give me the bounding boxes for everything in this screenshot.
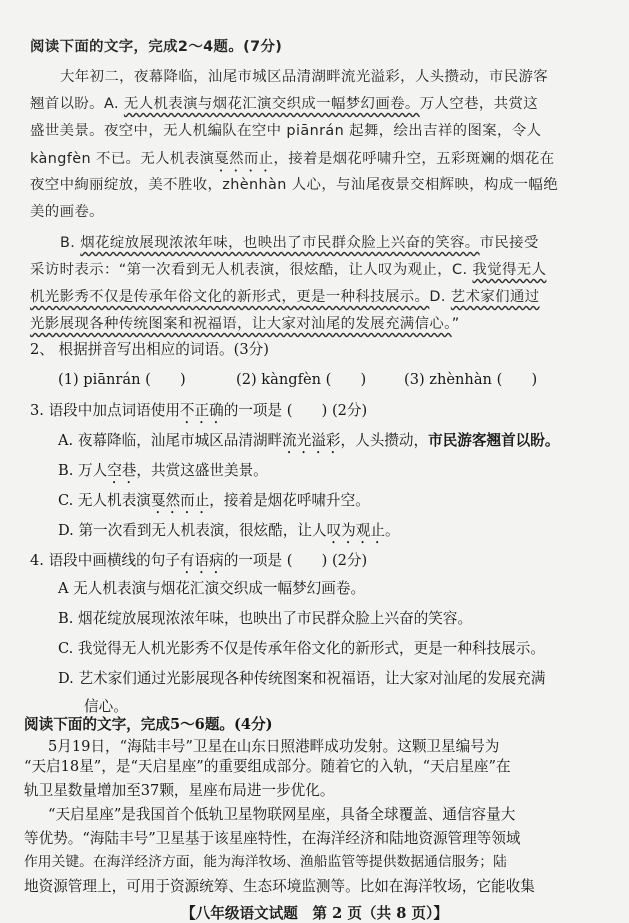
emphasis-word: 不正确	[179, 402, 224, 419]
underlined-sentence-d: 艺术家们通过	[450, 289, 540, 305]
q4-option-d-cont: 信心。	[84, 698, 128, 715]
section1-heading: 阅读下面的文字，完成2～4题。(7分)	[30, 39, 283, 55]
page-footer: 【八年级语文试题 第 2 页（共 8 页）】	[181, 905, 448, 922]
question-2-stem: 2、 根据拼音写出相应的词语。(3分)	[30, 341, 269, 358]
q4-option-c: C. 我觉得无人机光影秀不仅是传承年俗文化的新形式，更是一种科技展示。	[58, 640, 545, 657]
passage-line: 夜空中絢丽绽放，美不胜收，zhènhàn 人心，与汕尾夜景交相辉映，构成一幅绝	[30, 177, 558, 193]
q2-item-1: (1) piānrán ( )	[58, 371, 186, 388]
passage2-line: 等优势。“海陆丰号”卫星基于该星座特性，在海洋经济和陆地资源管理等领域	[24, 830, 521, 847]
passage2-line: “天启星座”是我国首个低轨卫星物联网星座，具备全球覆盖、通信容量大	[48, 806, 516, 823]
q3-option-b: B. 万人空巷，共赏这盛世美景。	[58, 462, 268, 479]
passage-line: 盛世美景。夜空中，无人机編队在空中 piānrán 起舞，绘出吉祥的图案，令人	[30, 123, 542, 139]
passage-line: B. 烟花绽放展现浓浓年味，也映出了市民群众脸上兴奋的笑容。市民接受	[60, 235, 539, 251]
passage-line: 机光影秀不仅是传承年俗文化的新形式，更是一种科技展示。D. 艺术家们通过	[30, 289, 540, 305]
passage-line: 光影展现各种传统图案和祝福语，让大家对汕尾的发展充满信心。”	[30, 316, 460, 332]
dotted-word: 戛然而止	[214, 151, 274, 167]
passage-line: kàngfèn 不已。无人机表演戛然而止，接着是烟花呼啸升空，五彩斑斓的烟花在	[30, 151, 555, 167]
passage2-line: 轨卫星数量增加至37颗，星座布局进一步优化。	[24, 782, 335, 799]
q2-item-2: (2) kàngfèn ( )	[236, 371, 367, 388]
emphasis-word: 有语病	[179, 552, 224, 569]
q2-item-3: (3) zhènhàn ( )	[404, 371, 538, 388]
passage2-line: 作用关键。在海洋经济方面，能为海洋牧场、渔船监管等提供数据通信服务；陆	[24, 854, 507, 870]
q3-option-a: A. 夜幕降临，汕尾市城区品清湖畔流光溢彩，人头攒动，市民游客翘首以盼。	[58, 432, 560, 449]
question-4-stem: 4. 语段中画横线的句子有语病的一项是 ( ) (2分)	[30, 552, 368, 569]
question-3-stem: 3. 语段中加点词语使用不正确的一项是 ( ) (2分)	[30, 402, 368, 419]
q4-option-b: B. 烟花绽放展现浓浓年味，也映出了市民群众脸上兴奋的笑容。	[58, 610, 473, 627]
underlined-sentence-a: 无人机表演与烟花汇演交织成一幅梦幻画卷。	[123, 96, 420, 112]
passage-line: 采访时表示：“第一次看到无人机表演，很炫酷，让人叹为观止，C. 我觉得无人	[30, 262, 547, 278]
q3-option-d: D. 第一次看到无人机表演，很炫酷，让人叹为观止。	[58, 522, 400, 539]
section2-heading: 阅读下面的文字，完成5～6题。(4分)	[24, 716, 273, 733]
q4-option-d: D. 艺术家们通过光影展现各种传统图案和祝福语，让大家对汕尾的发展充满	[58, 670, 546, 687]
passage2-line: 地资源管理上，可用于资源统筹、生态环境监测等。比如在海洋牧场，它能收集	[24, 878, 535, 895]
underlined-sentence-c: 我觉得无人	[472, 262, 547, 278]
passage-line: 翘首以盼。A. 无人机表演与烟花汇演交织成一幅梦幻画卷。万人空巷，共赏这	[30, 96, 539, 112]
q3-option-c: C. 无人机表演戛然而止，接着是烟花呼啸升空。	[58, 492, 370, 509]
q4-option-a: A 无人机表演与烟花汇演交织成一幅梦幻画卷。	[58, 580, 366, 597]
underlined-sentence-b: 烟花绽放展现浓浓年味，也映出了市民群众脸上兴奋的笑容。	[80, 235, 480, 251]
passage-line: 大年初二，夜幕降临，汕尾市城区品清湖畔流光溢彩，人头攒动，市民游客	[60, 69, 549, 85]
passage2-line: “天启18星”，是“天启星座”的重要组成部分。随着它的入轨，“天启星座”在	[24, 758, 511, 775]
passage-line: 美的画卷。	[30, 204, 104, 220]
passage2-line: 5月19日，“海陆丰号”卫星在山东日照港畔成功发射。这颗卫星编号为	[48, 738, 500, 755]
